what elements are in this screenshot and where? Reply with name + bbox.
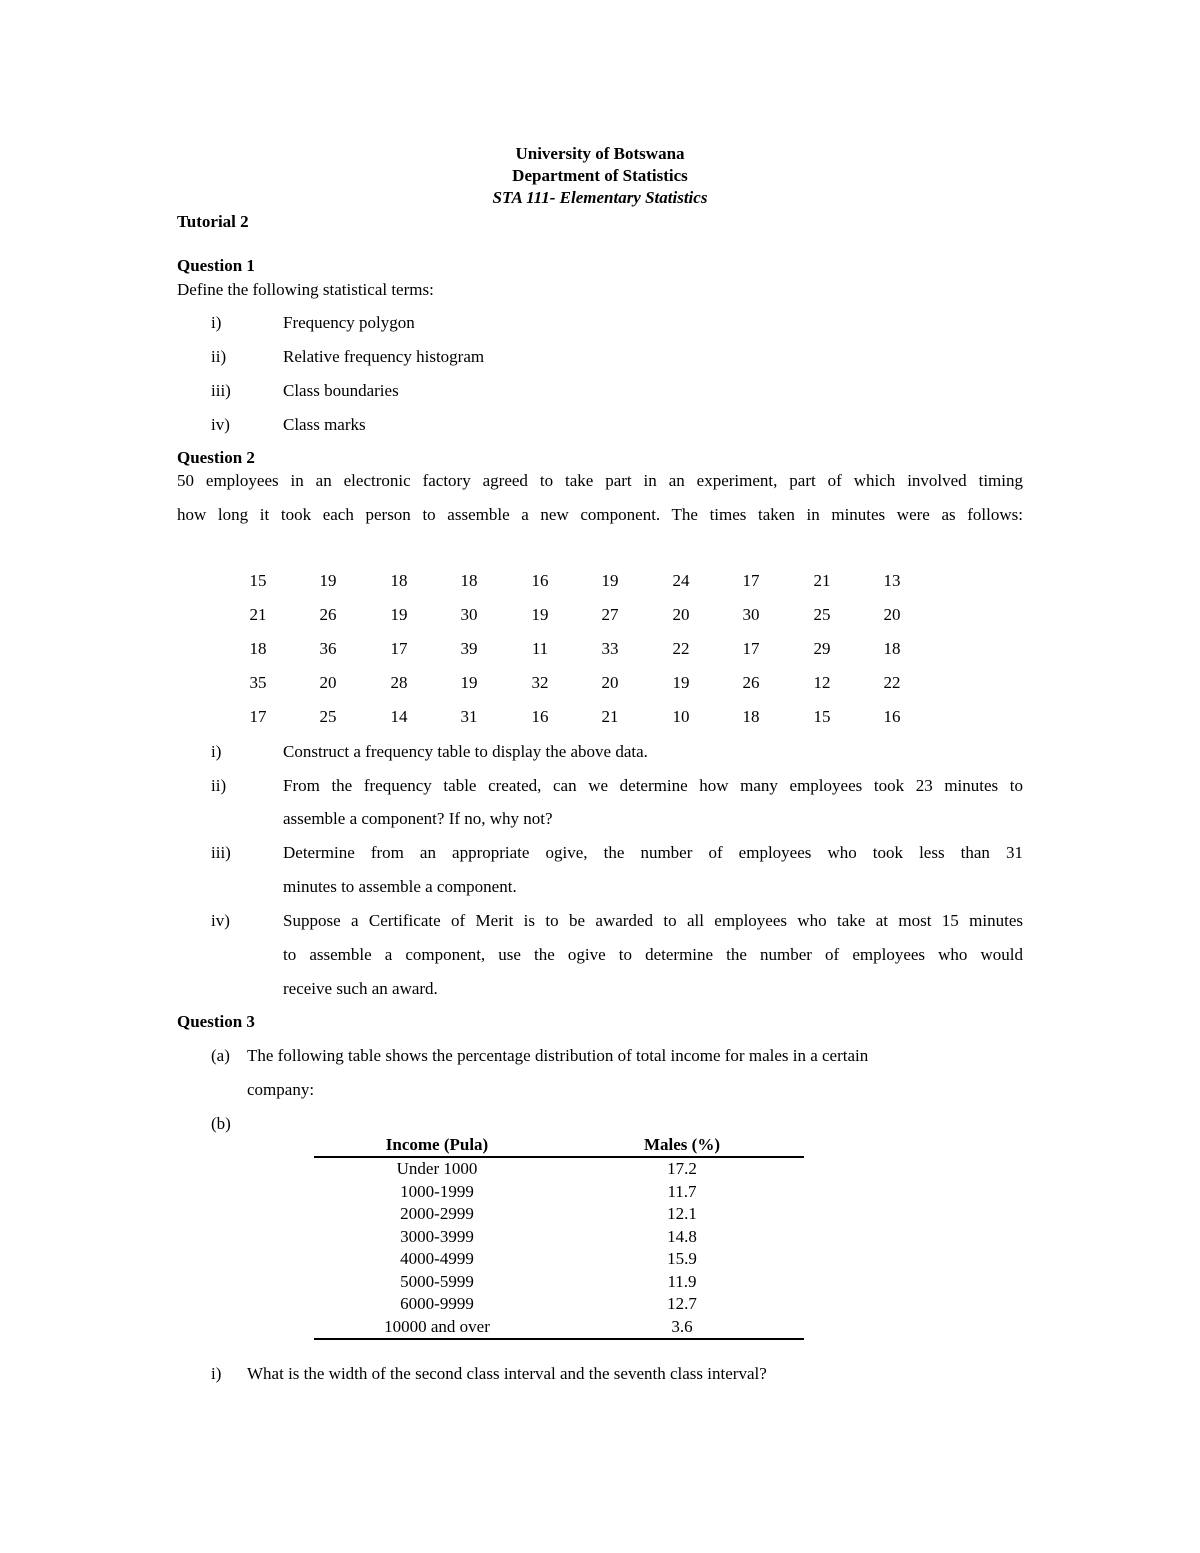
column-header-males: Males (%) [560,1134,804,1157]
data-cell: 30 [460,605,478,624]
data-cell: 24 [672,571,690,590]
data-cell: 21 [601,707,619,726]
data-cell: 35 [249,673,267,692]
data-cell: 19 [531,605,549,624]
table-row [314,1293,804,1316]
data-cell: 19 [319,571,337,590]
department-name: Department of Statistics [512,166,688,185]
part-a-line-1: The following table shows the percentage distribution of total income for males in a certain [247,1046,869,1065]
q1-item-num: i) [211,313,222,332]
males-cell: 11.9 [667,1271,697,1291]
data-cell: 30 [742,605,760,624]
q1-item-text: Class marks [283,415,366,434]
table-row [314,1248,804,1271]
income-cell: 1000-1999 [400,1181,474,1201]
data-cell: 18 [883,639,901,658]
q2-item-line: to assemble a component, use the ogive to determine the number of employees who would [283,945,1023,964]
data-cell: 17 [742,639,760,658]
data-cell: 17 [249,707,267,726]
table-row [314,1316,804,1340]
data-cell: 19 [390,605,408,624]
data-cell: 21 [249,605,267,624]
data-cell: 16 [531,707,549,726]
part-a-label: (a) [211,1046,230,1065]
income-cell: 3000-3999 [400,1226,474,1246]
table-row [314,1203,804,1226]
question-2-title: Question 2 [177,448,255,467]
data-cell: 13 [883,571,901,590]
income-cell: 5000-5999 [400,1271,474,1291]
question-2-intro-line-2: how long it took each person to assemble a new component. The times taken in minutes were as follows: [177,505,1023,524]
data-cell: 18 [249,639,267,658]
q1-item-num: iv) [211,415,230,434]
data-cell: 11 [531,639,549,658]
data-cell: 19 [460,673,478,692]
data-cell: 14 [390,707,408,726]
data-cell: 10 [672,707,690,726]
males-cell: 12.1 [667,1204,697,1224]
data-cell: 20 [319,673,337,692]
data-cell: 19 [672,673,690,692]
income-cell: 2000-2999 [400,1204,474,1224]
table-header-row [314,1134,804,1157]
data-cell: 29 [813,639,831,658]
data-cell: 20 [883,605,901,624]
data-cell: 22 [883,673,901,692]
question-1-intro: Define the following statistical terms: [177,280,434,299]
q2-item-num: i) [211,742,222,761]
question-3-title: Question 3 [177,1012,255,1031]
q1-item-num: iii) [211,381,231,400]
part-b-label: (b) [211,1114,231,1133]
question-1-title: Question 1 [177,256,255,275]
income-cell: Under 1000 [396,1159,478,1179]
income-cell: 4000-4999 [400,1249,474,1269]
data-cell: 19 [601,571,619,590]
q1-item-text: Class boundaries [283,381,399,400]
data-cell: 20 [672,605,690,624]
data-cell: 15 [813,707,831,726]
data-cell: 17 [742,571,760,590]
data-cell: 18 [390,571,408,590]
q2-item-line: Suppose a Certificate of Merit is to be awarded to all employees who take at most 15 minutes [283,911,1023,930]
data-cell: 21 [813,571,831,590]
table-row [314,1271,804,1294]
data-cell: 39 [460,639,478,658]
q3-sub-text: What is the width of the second class interval and the seventh class interval? [247,1364,767,1383]
data-cell: 12 [813,673,831,692]
question-2-intro-line-1: 50 employees in an electronic factory agreed to take part in an experiment, part of which involved timing [177,471,1023,490]
q1-item-num: ii) [211,347,227,366]
data-cell: 16 [883,707,901,726]
data-cell: 16 [531,571,549,590]
males-cell: 3.6 [560,1316,804,1340]
course-title: STA 111- Elementary Statistics [492,188,708,207]
q2-item-num: ii) [211,776,227,795]
q2-item-line: receive such an award. [283,979,438,998]
data-cell: 36 [319,639,337,658]
data-cell: 15 [249,571,267,590]
q3-sub-num: i) [211,1364,222,1383]
data-cell: 25 [813,605,831,624]
males-cell: 12.7 [667,1294,697,1314]
part-a-line-2: company: [247,1080,315,1099]
data-cell: 31 [460,707,478,726]
q2-item-line: assemble a component? If no, why not? [283,809,553,828]
q2-item-line: minutes to assemble a component. [283,877,517,896]
income-cell: 10000 and over [314,1316,560,1340]
data-cell: 33 [601,639,619,658]
data-cell: 18 [742,707,760,726]
data-cell: 22 [672,639,690,658]
table-row [314,1157,804,1181]
data-cell: 18 [460,571,478,590]
income-cell: 6000-9999 [400,1294,474,1314]
data-cell: 32 [531,673,549,692]
income-table [314,1134,804,1340]
males-cell: 17.2 [667,1159,697,1179]
q2-item-line: From the frequency table created, can we determine how many employees took 23 minutes to [283,776,1023,795]
males-cell: 11.7 [667,1181,697,1201]
q2-item-num: iv) [211,911,230,930]
q2-item-line: Construct a frequency table to display the above data. [283,742,648,761]
males-cell: 14.8 [667,1226,697,1246]
data-cell: 20 [601,673,619,692]
q1-item-text: Relative frequency histogram [283,347,485,366]
table-row [314,1181,804,1204]
q2-item-num: iii) [211,843,231,862]
data-cell: 26 [319,605,337,624]
data-cell: 27 [601,605,619,624]
males-cell: 15.9 [667,1249,697,1269]
data-cell: 17 [390,639,408,658]
column-header-income: Income (Pula) [314,1134,560,1157]
table-row [314,1226,804,1249]
tutorial-title: Tutorial 2 [177,212,249,231]
university-name: University of Botswana [515,144,685,163]
q1-item-text: Frequency polygon [283,313,415,332]
data-cell: 26 [742,673,760,692]
q2-item-line: Determine from an appropriate ogive, the number of employees who took less than 31 [283,843,1023,862]
data-cell: 25 [319,707,337,726]
data-cell: 28 [390,673,408,692]
